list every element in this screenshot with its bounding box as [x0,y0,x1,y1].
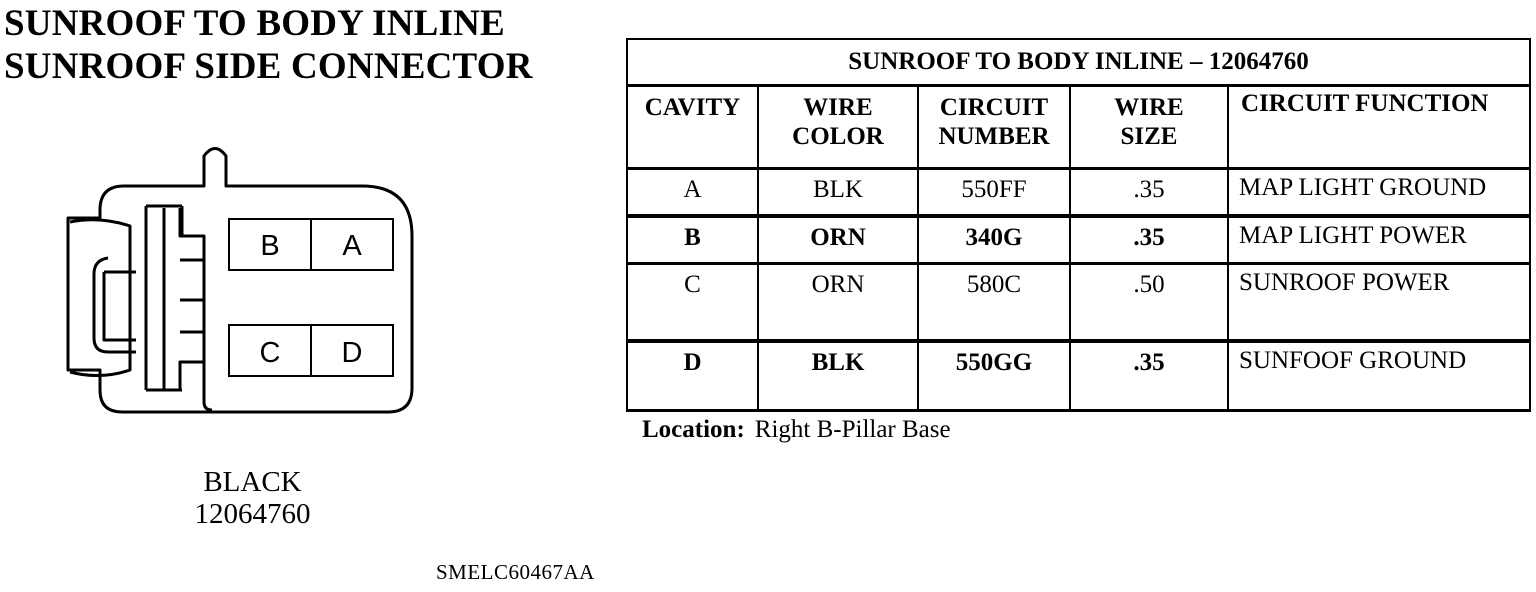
cell-circuit-function: SUNFOOF GROUND [1228,341,1530,411]
cavity-a-label: A [342,230,362,262]
connector-face-drawing [60,140,420,425]
header-circuit-number: CIRCUIT NUMBER [918,86,1070,169]
diagram-title-line-1: SUNROOF TO BODY INLINE [4,3,505,44]
header-wire-color: WIRE COLOR [758,86,918,169]
table-row [627,169,1530,217]
inner-face-panel [204,236,212,410]
cell-wire-size: .50 [1070,264,1228,342]
location-label: Location: [642,416,745,443]
cell-cavity: D [627,341,758,411]
cavity-c-label: C [259,337,281,369]
diagram-title [4,2,533,88]
connector-part-number: 12064760 [194,498,311,530]
table-row [627,264,1530,342]
cell-wire-color: BLK [758,341,918,411]
cell-wire-size: .35 [1070,341,1228,411]
cell-circuit-function: MAP LIGHT POWER [1228,216,1530,264]
table-row [627,216,1530,264]
table-caption: SUNROOF TO BODY INLINE – 12064760 [627,39,1530,86]
diagram-title-line-2: SUNROOF SIDE CONNECTOR [4,46,533,87]
cell-wire-size: .35 [1070,169,1228,217]
header-wire-size: WIRE SIZE [1070,86,1228,169]
cell-circuit-number: 580C [918,264,1070,342]
cell-circuit-function: SUNROOF POWER [1228,264,1530,342]
cell-circuit-number: 550GG [918,341,1070,411]
cell-wire-color: ORN [758,216,918,264]
cell-cavity: C [627,264,758,342]
table-row [627,341,1530,411]
cell-cavity: A [627,169,758,217]
figure-id: SMELC60467AA [436,560,595,584]
cell-cavity: B [627,216,758,264]
cell-wire-color: ORN [758,264,918,342]
cell-circuit-number: 550FF [918,169,1070,217]
location-value: Right B-Pillar Base [754,416,951,443]
cavity-b-label: B [260,230,280,262]
cell-wire-size: .35 [1070,216,1228,264]
cell-circuit-function: MAP LIGHT GROUND [1228,169,1530,217]
connector-location [642,416,951,444]
header-cavity: CAVITY [627,86,758,169]
header-circuit-function: CIRCUIT FUNCTION [1228,86,1530,169]
connector-color-label: BLACK [203,466,302,498]
table-header-row [627,86,1530,169]
cavity-d-label: D [341,337,363,369]
cell-circuit-number: 340G [918,216,1070,264]
pinout-table [626,38,1531,412]
cell-wire-color: BLK [758,169,918,217]
